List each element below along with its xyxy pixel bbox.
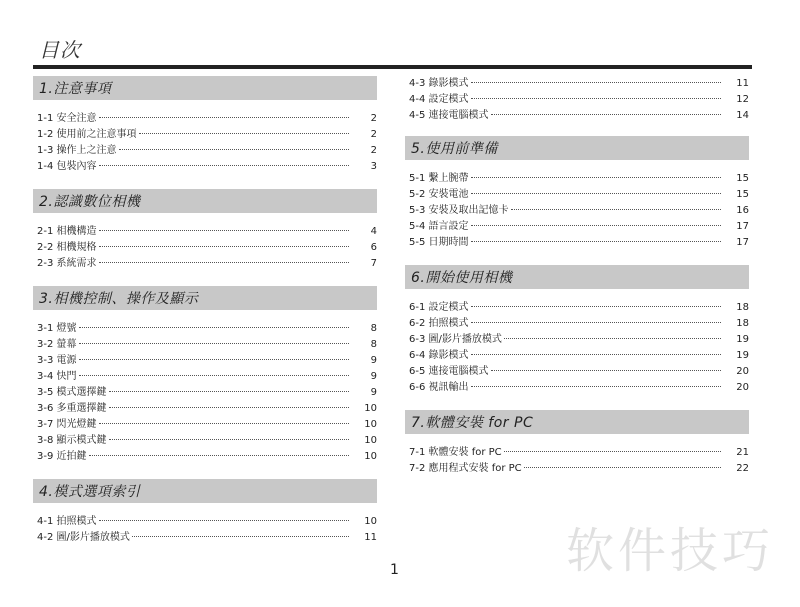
toc-entry-page: 15 bbox=[736, 173, 749, 184]
toc-entry[interactable] bbox=[405, 92, 749, 108]
toc-entry-label: 2-3 系統需求 bbox=[37, 258, 97, 269]
toc-entry-page: 9 bbox=[370, 387, 377, 398]
dot-leader bbox=[109, 407, 349, 408]
toc-entry-label: 2-1 相機構造 bbox=[37, 226, 97, 237]
dot-leader bbox=[471, 322, 721, 323]
toc-entry-page: 9 bbox=[370, 371, 377, 382]
dot-leader bbox=[471, 193, 721, 194]
toc-entry[interactable] bbox=[33, 240, 377, 256]
toc-entry-list bbox=[33, 111, 377, 175]
toc-entry-label: 5-5 日期時間 bbox=[409, 237, 469, 248]
title-divider bbox=[33, 65, 752, 69]
toc-entry[interactable] bbox=[405, 364, 749, 380]
toc-entry-label: 5-2 安裝電池 bbox=[409, 189, 469, 200]
toc-entry-label: 6-1 設定模式 bbox=[409, 302, 469, 313]
toc-entry[interactable] bbox=[33, 401, 377, 417]
toc-entry-list bbox=[405, 300, 749, 396]
dot-leader bbox=[79, 343, 349, 344]
dot-leader bbox=[99, 117, 349, 118]
dot-leader bbox=[79, 359, 349, 360]
dot-leader bbox=[99, 520, 349, 521]
toc-entry-page: 10 bbox=[364, 516, 377, 527]
dot-leader bbox=[99, 165, 349, 166]
toc-entry-page: 11 bbox=[364, 532, 377, 543]
section-heading: 5.使用前準備 bbox=[405, 136, 749, 160]
toc-entry-label: 6-6 視訊輸出 bbox=[409, 382, 469, 393]
dot-leader bbox=[491, 114, 721, 115]
toc-entry[interactable] bbox=[405, 108, 749, 124]
toc-entry[interactable] bbox=[33, 433, 377, 449]
toc-entry-page: 10 bbox=[364, 419, 377, 430]
dot-leader bbox=[511, 209, 721, 210]
toc-entry-list bbox=[33, 224, 377, 272]
dot-leader bbox=[504, 338, 721, 339]
toc-entry[interactable] bbox=[405, 380, 749, 396]
toc-entry[interactable] bbox=[33, 417, 377, 433]
toc-entry-label: 1-4 包裝內容 bbox=[37, 161, 97, 172]
dot-leader bbox=[99, 246, 349, 247]
toc-entry-label: 4-4 設定模式 bbox=[409, 94, 469, 105]
toc-entry-page: 7 bbox=[370, 258, 377, 269]
dot-leader bbox=[89, 455, 349, 456]
toc-entry[interactable] bbox=[33, 224, 377, 240]
toc-entry-label: 4-1 拍照模式 bbox=[37, 516, 97, 527]
dot-leader bbox=[109, 391, 349, 392]
toc-entry[interactable] bbox=[33, 321, 377, 337]
toc-entry-label: 3-8 顯示模式鍵 bbox=[37, 435, 107, 446]
toc-entry-page: 17 bbox=[736, 237, 749, 248]
toc-entry[interactable] bbox=[405, 316, 749, 332]
toc-entry[interactable] bbox=[33, 256, 377, 272]
toc-entry-label: 1-1 安全注意 bbox=[37, 113, 97, 124]
toc-entry[interactable] bbox=[33, 530, 377, 546]
toc-entry[interactable] bbox=[33, 127, 377, 143]
toc-entry[interactable] bbox=[33, 385, 377, 401]
toc-entry[interactable] bbox=[405, 203, 749, 219]
dot-leader bbox=[471, 82, 721, 83]
dot-leader bbox=[471, 241, 721, 242]
section-heading: 6.開始使用相機 bbox=[405, 265, 749, 289]
toc-entry-list bbox=[405, 171, 749, 251]
toc-entry-page: 10 bbox=[364, 451, 377, 462]
dot-leader bbox=[524, 467, 721, 468]
toc-entry-page: 8 bbox=[370, 323, 377, 334]
toc-entry-label: 5-1 繫上腕帶 bbox=[409, 173, 469, 184]
toc-entry-label: 3-6 多重選擇鍵 bbox=[37, 403, 107, 414]
toc-entry-page: 20 bbox=[736, 382, 749, 393]
section-heading: 7.軟體安裝 for PC bbox=[405, 410, 749, 434]
dot-leader bbox=[99, 423, 349, 424]
toc-entry-label: 6-5 連接電腦模式 bbox=[409, 366, 489, 377]
dot-leader bbox=[471, 354, 721, 355]
toc-entry-page: 19 bbox=[736, 334, 749, 345]
toc-entry-page: 15 bbox=[736, 189, 749, 200]
section-heading: 2.認識數位相機 bbox=[33, 189, 377, 213]
toc-entry[interactable] bbox=[405, 332, 749, 348]
toc-entry-label: 4-2 圖/影片播放模式 bbox=[37, 532, 130, 543]
section-heading: 4.模式選項索引 bbox=[33, 479, 377, 503]
page-number: 1 bbox=[390, 562, 399, 578]
toc-left-column bbox=[33, 76, 377, 546]
section-heading: 1.注意事項 bbox=[33, 76, 377, 100]
toc-entry-label: 3-7 閃光燈鍵 bbox=[37, 419, 97, 430]
toc-entry-page: 8 bbox=[370, 339, 377, 350]
toc-entry-list bbox=[33, 514, 377, 546]
toc-entry-label: 7-1 軟體安裝 for PC bbox=[409, 447, 502, 458]
toc-entry-label: 7-2 應用程式安裝 for PC bbox=[409, 463, 522, 474]
toc-entry-list bbox=[405, 76, 749, 124]
toc-entry-label: 1-2 使用前之注意事項 bbox=[37, 129, 137, 140]
dot-leader bbox=[132, 536, 349, 537]
toc-entry-page: 9 bbox=[370, 355, 377, 366]
toc-entry-page: 21 bbox=[736, 447, 749, 458]
toc-entry-label: 3-2 螢幕 bbox=[37, 339, 77, 350]
toc-entry-page: 3 bbox=[370, 161, 377, 172]
toc-entry-label: 4-5 連接電腦模式 bbox=[409, 110, 489, 121]
toc-entry-page: 16 bbox=[736, 205, 749, 216]
toc-entry-label: 3-5 模式選擇鍵 bbox=[37, 387, 107, 398]
page-title: 目次 bbox=[39, 38, 81, 62]
toc-entry[interactable] bbox=[33, 369, 377, 385]
toc-entry-page: 4 bbox=[370, 226, 377, 237]
toc-entry-label: 6-2 拍照模式 bbox=[409, 318, 469, 329]
dot-leader bbox=[471, 306, 721, 307]
toc-entry-label: 4-3 錄影模式 bbox=[409, 78, 469, 89]
toc-entry-page: 19 bbox=[736, 350, 749, 361]
toc-entry-page: 10 bbox=[364, 435, 377, 446]
toc-entry-page: 6 bbox=[370, 242, 377, 253]
toc-entry-page: 14 bbox=[736, 110, 749, 121]
toc-entry-label: 5-4 語言設定 bbox=[409, 221, 469, 232]
section-heading: 3.相機控制、操作及顯示 bbox=[33, 286, 377, 310]
toc-entry-page: 22 bbox=[736, 463, 749, 474]
toc-entry-page: 2 bbox=[370, 145, 377, 156]
toc-entry-page: 2 bbox=[370, 129, 377, 140]
toc-right-column bbox=[405, 76, 749, 477]
toc-entry-page: 20 bbox=[736, 366, 749, 377]
toc-entry[interactable] bbox=[33, 514, 377, 530]
dot-leader bbox=[471, 98, 721, 99]
toc-entry[interactable] bbox=[33, 449, 377, 465]
toc-entry[interactable] bbox=[405, 348, 749, 364]
toc-entry-label: 6-4 錄影模式 bbox=[409, 350, 469, 361]
toc-entry[interactable] bbox=[33, 159, 377, 175]
toc-entry-label: 3-3 電源 bbox=[37, 355, 77, 366]
toc-entry[interactable] bbox=[405, 187, 749, 203]
toc-entry[interactable] bbox=[33, 143, 377, 159]
toc-entry-label: 5-3 安裝及取出記憶卡 bbox=[409, 205, 509, 216]
dot-leader bbox=[99, 262, 349, 263]
toc-entry[interactable] bbox=[33, 353, 377, 369]
toc-entry-page: 18 bbox=[736, 302, 749, 313]
toc-entry[interactable] bbox=[33, 337, 377, 353]
toc-entry-page: 10 bbox=[364, 403, 377, 414]
toc-entry[interactable] bbox=[405, 76, 749, 92]
toc-entry-page: 18 bbox=[736, 318, 749, 329]
dot-leader bbox=[504, 451, 721, 452]
dot-leader bbox=[79, 375, 349, 376]
toc-entry[interactable] bbox=[405, 300, 749, 316]
dot-leader bbox=[471, 177, 721, 178]
toc-entry-label: 3-9 近拍鍵 bbox=[37, 451, 87, 462]
dot-leader bbox=[79, 327, 349, 328]
dot-leader bbox=[119, 149, 349, 150]
toc-entry-label: 2-2 相機規格 bbox=[37, 242, 97, 253]
toc-entry-label: 3-4 快門 bbox=[37, 371, 77, 382]
dot-leader bbox=[99, 230, 349, 231]
toc-entry-page: 2 bbox=[370, 113, 377, 124]
toc-entry-label: 3-1 燈號 bbox=[37, 323, 77, 334]
toc-entry[interactable] bbox=[405, 235, 749, 251]
toc-entry[interactable] bbox=[33, 111, 377, 127]
toc-entry[interactable] bbox=[405, 445, 749, 461]
watermark: 软件技巧 bbox=[566, 523, 775, 579]
toc-entry-list bbox=[33, 321, 377, 465]
toc-entry[interactable] bbox=[405, 461, 749, 477]
dot-leader bbox=[471, 225, 721, 226]
toc-entry-list bbox=[405, 445, 749, 477]
dot-leader bbox=[109, 439, 349, 440]
toc-entry-label: 6-3 圖/影片播放模式 bbox=[409, 334, 502, 345]
dot-leader bbox=[139, 133, 349, 134]
toc-entry-page: 12 bbox=[736, 94, 749, 105]
toc-entry-label: 1-3 操作上之注意 bbox=[37, 145, 117, 156]
toc-entry-page: 17 bbox=[736, 221, 749, 232]
dot-leader bbox=[491, 370, 721, 371]
toc-entry[interactable] bbox=[405, 171, 749, 187]
toc-entry[interactable] bbox=[405, 219, 749, 235]
dot-leader bbox=[471, 386, 721, 387]
toc-entry-page: 11 bbox=[736, 78, 749, 89]
